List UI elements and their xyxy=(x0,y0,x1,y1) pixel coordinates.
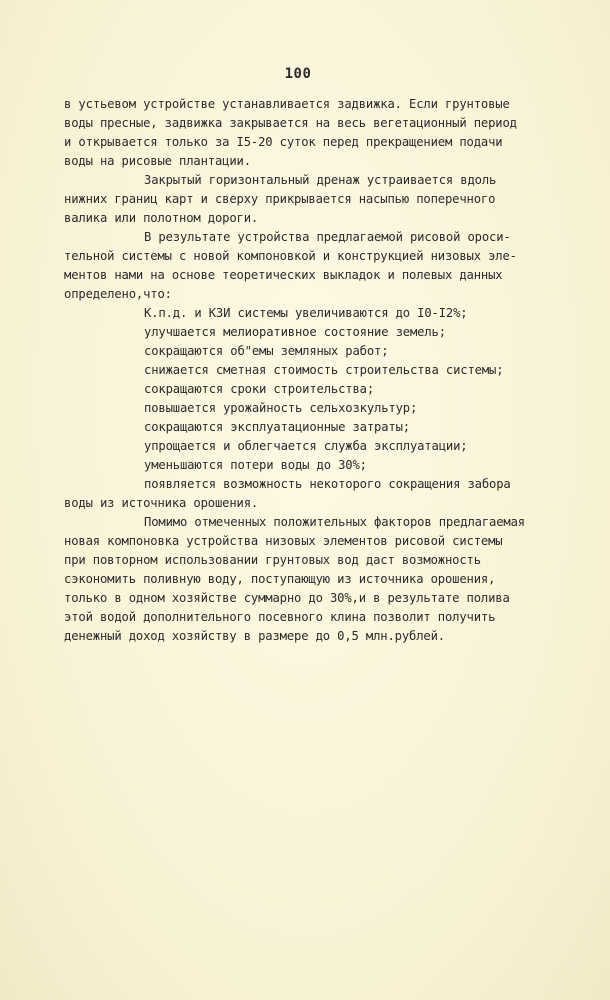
list-item: улучшается мелиоративное состояние земель; xyxy=(144,325,446,339)
text-line: в устьевом устройстве устанавливается задвижка. Если грунтовые xyxy=(64,97,510,111)
text-line: воды пресные, задвижка закрывается на весь вегетационный период xyxy=(64,116,517,130)
text-line: и открывается только за I5-20 суток перед прекращением подачи xyxy=(64,135,503,149)
text-line: Помимо отмеченных положительных факторов предлагаемая xyxy=(144,515,525,529)
text-line: новая компоновка устройства низовых элементов рисовой системы xyxy=(64,534,503,548)
list-item: снижается сметная стоимость строительства системы; xyxy=(144,363,504,377)
list-item: сокращаются об"емы земляных работ; xyxy=(144,344,389,358)
text-line: воды из источника орошения. xyxy=(64,496,259,510)
text-line: определено,что: xyxy=(64,287,172,301)
text-line: воды на рисовые плантации. xyxy=(64,154,251,168)
document-body xyxy=(64,95,564,646)
text-line: только в одном хозяйстве суммарно до 30%,и в результате полива xyxy=(64,591,510,605)
list-item: К.п.д. и КЗИ системы увеличиваются до I0-I2%; xyxy=(144,306,468,320)
list-item: появляется возможность некоторого сокращения забора xyxy=(144,477,511,491)
text-line: сэкономить поливную воду, поступающую из источника орошения, xyxy=(64,572,496,586)
text-line: Закрытый горизонтальный дренаж устраивается вдоль xyxy=(144,173,497,187)
list-item: уменьшаются потери воды до 30%; xyxy=(144,458,367,472)
text-line: нижних границ карт и сверху прикрывается насыпью поперечного xyxy=(64,192,496,206)
text-line: валика или полотном дороги. xyxy=(64,211,259,225)
text-line: денежный доход хозяйству в размере до 0,5 млн.рублей. xyxy=(64,629,445,643)
text-line: этой водой дополнительного посевного клина позволит получить xyxy=(64,610,496,624)
text-line: при повторном использовании грунтовых вод даст возможность xyxy=(64,553,481,567)
page-number: 100 xyxy=(284,66,312,82)
text-line: тельной системы с новой компоновкой и конструкцией низовых эле- xyxy=(64,249,517,263)
list-item: сокращаются эксплуатационные затраты; xyxy=(144,420,410,434)
text-line: В результате устройства предлагаемой рисовой ороси- xyxy=(144,230,511,244)
list-item: повышается урожайность сельхозкультур; xyxy=(144,401,418,415)
list-item: сокращаются сроки строительства; xyxy=(144,382,374,396)
list-item: упрощается и облегчается служба эксплуатации; xyxy=(144,439,468,453)
text-line: ментов нами на основе теоретических выкладок и полевых данных xyxy=(64,268,503,282)
